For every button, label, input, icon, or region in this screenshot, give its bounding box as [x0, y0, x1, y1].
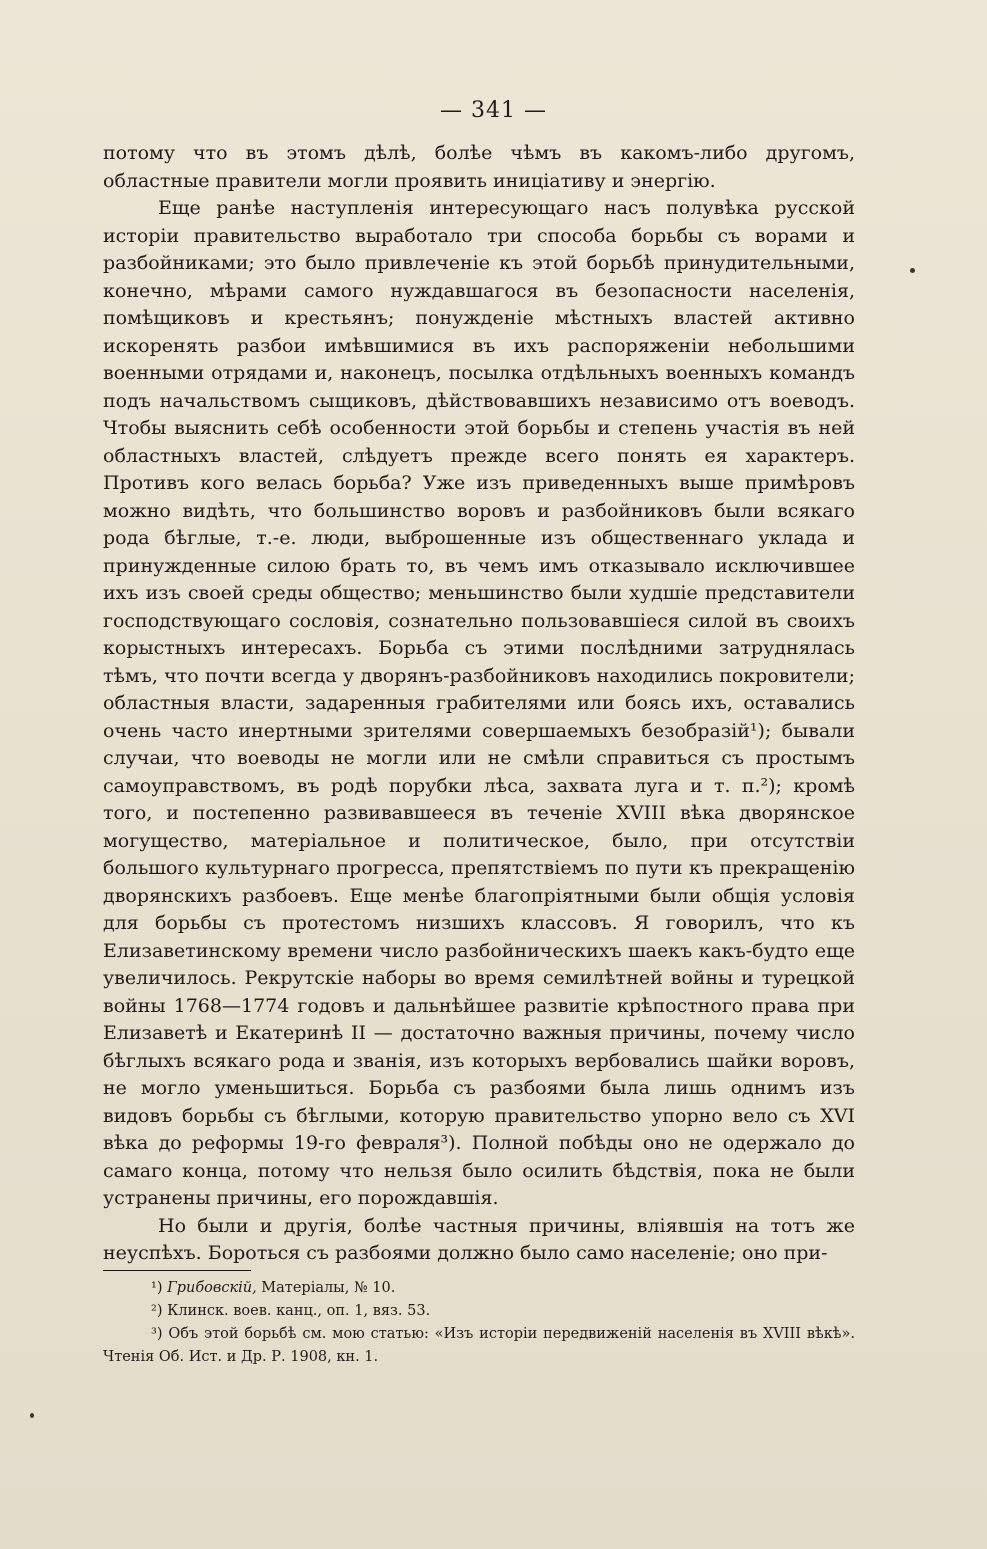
- footnote-mark: ¹): [151, 1280, 163, 1296]
- paragraph-3: Но были и другія, болѣе частныя причины, вліявшія на тотъ же неуспѣхъ. Бороться съ разбоями должно было само населеніе; оно при-: [103, 1214, 855, 1264]
- ink-speck: [30, 1413, 34, 1418]
- body-text: [103, 140, 855, 1268]
- page-number: — 341 —: [440, 98, 547, 123]
- footnote-mark: ³): [151, 1326, 163, 1342]
- footnote-1: [103, 1277, 855, 1300]
- footnotes: [103, 1277, 855, 1369]
- footnote-text: Клинск. воев. канц., оп. 1, вяз. 53.: [167, 1303, 431, 1319]
- footnote-divider: [103, 1270, 251, 1271]
- footnote-text: Матеріалы, № 10.: [256, 1280, 396, 1296]
- paragraph-2: Еще ранѣе наступленія интересующаго насъ полувѣка русской исторіи правительство выработало три способа борьбы съ ворами и разбойниками; это было привлеченіе къ этой борьбѣ принудительными, конечно, мѣрами самого нуждавшагося въ безопасности населенія, помѣщиковъ и крестьянъ; понужденіе мѣстныхъ властей активно искоренять разбои имѣвшимися въ ихъ распоряженіи небольшими военными отрядами и, наконецъ, посылка отдѣльныхъ военныхъ командъ подъ начальствомъ сыщиковъ, дѣйствовавшихъ независимо отъ воеводъ. Чтобы выяснить себѣ особенности этой борьбы и степень участія въ ней областныхъ властей, слѣдуетъ прежде всего понять ея характеръ. Противъ кого велась борьба? Уже изъ приведенныхъ выше примѣровъ можно видѣть, что большинство воровъ и разбойниковъ были всякаго рода бѣглые, т.-е. люди, выброшенные изъ общественнаго уклада и принужденные силою брать то, въ чемъ имъ отказывало исключившее ихъ изъ своей среды общество; меньшинство были худшіе представители господствующаго сословія, сознательно пользовавшіеся силой въ своихъ корыстныхъ интересахъ. Борьба съ этими послѣдними затруднялась тѣмъ, что почти всегда у дворянъ-разбойниковъ находились покровители; областныя власти, задаренныя грабителями или боясь ихъ, оставались очень часто инертными зрителями совершаемыхъ безобразій¹); бывали случаи, что воеводы не могли или не смѣли справиться съ простымъ самоуправствомъ, въ родѣ порубки лѣса, захвата луга и т. п.²); кромѣ того, и постепенно развивавшееся въ теченіе XVIII вѣка дворянское могущество, матеріальное и политическое, было, при отсутствіи большого культурнаго прогресса, препятствіемъ по пути къ прекращенію дворянскихъ разбоевъ. Еще менѣе благопріятными были общія условія для борьбы съ протестомъ низшихъ классовъ. Я говорилъ, что къ Елизаветинскому времени число разбойническихъ шаекъ какъ-будто еще увеличилось. Рекрутскіе наборы во время семилѣтней войны и турецкой войны 1768—1774 годовъ и дальнѣйшее развитіе крѣпостного права при Елизаветѣ и Екатеринѣ II — достаточно важныя причины, почему число бѣглыхъ всякаго рода и званія, изъ которыхъ вербовались шайки воровъ, не могло уменьшиться. Борьба съ разбоями была лишь однимъ изъ видовъ борьбы съ бѣглыми, которую правительство упорно вело съ XVI вѣка до реформы 19-го февраля³). Полной побѣды оно не одержало до самаго конца, потому что нельзя было осилить бѣдствія, пока не были устранены причины, его порождавшія.: [103, 197, 855, 1209]
- footnote-author: Грибовскій,: [167, 1280, 257, 1296]
- footnote-2: [103, 1300, 855, 1323]
- footnote-3: [103, 1323, 855, 1369]
- footnote-mark: ²): [151, 1303, 163, 1319]
- paragraph-1: потому что въ этомъ дѣлѣ, болѣе чѣмъ въ какомъ-либо другомъ, областные правители могли проявить иниціативу и энергію.: [103, 142, 855, 192]
- footnote-text: Объ этой борьбѣ см. мою статью: «Изъ исторіи передвиженій населенія въ XVIII вѣкѣ». Чтенія Об. Ист. и Др. Р. 1908, кн. 1.: [103, 1326, 856, 1365]
- ink-speck: [910, 268, 915, 273]
